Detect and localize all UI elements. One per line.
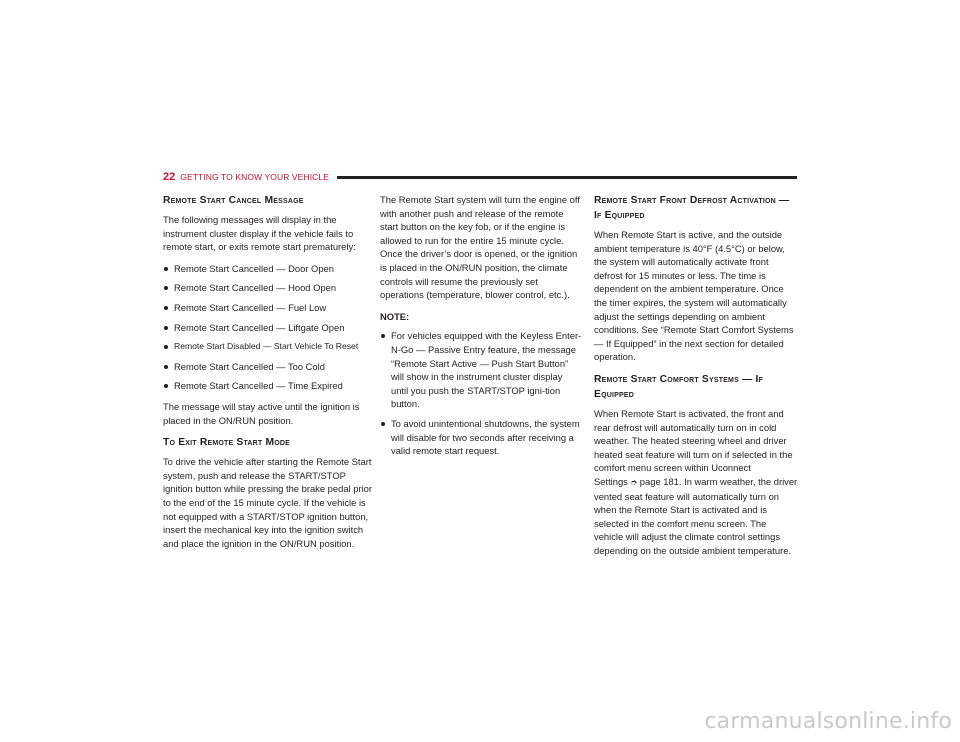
- paragraph-comfort-systems: [594, 407, 798, 558]
- column-left: [163, 193, 373, 558]
- list-item: Remote Start Disabled — Start Vehicle To Reset: [163, 340, 373, 354]
- paragraph-cancel-intro: The following messages will display in the instrument cluster display if the vehicle fails to remote start, or exits remote start prematurely:: [163, 214, 356, 253]
- paragraph-turn-off: The Remote Start system will turn the engine off with another push and release of the remote start button on the key fob, or if the engine is allowed to run for the entire 15 minute cycle. Once the driver’s door is opened, or the ignition is placed in the ON/RUN position, the climate controls will resume the previously set operations (temperature, blower control, etc.).: [380, 194, 580, 301]
- paragraph-front-defrost: When Remote Start is active, and the outside ambient temperature is 40°F (4.5°C) or below, the system will automatically activate front defrost for 15 minutes or less. The time is dependent on the ambient temperature. Once the timer expires, the system will automatically adjust the settings depending on ambient conditions. See “Remote Start Comfort Systems — If Equipped” in the next section for detailed operation.: [594, 229, 794, 363]
- list-item: Remote Start Cancelled — Fuel Low: [163, 301, 373, 315]
- section-title: GETTING TO KNOW YOUR VEHICLE: [180, 172, 329, 182]
- heading-front-defrost: Remote Start Front Defrost Activation — If Equipped: [594, 195, 790, 221]
- list-item: Remote Start Cancelled — Door Open: [163, 262, 373, 276]
- list-item: Remote Start Cancelled — Hood Open: [163, 281, 373, 295]
- page-reference-arrow-icon: ➮: [630, 477, 638, 487]
- page-number: 22: [163, 171, 176, 183]
- list-item: To avoid unintentional shutdowns, the system will disable for two seconds after receiving a valid remote start request.: [380, 417, 582, 458]
- paragraph-exit: To drive the vehicle after starting the Remote Start system, push and release the START/STOP ignition button while pressing the brake pedal prior to the end of the 15 minute cycle. If the vehicle is not equipped with a START/STOP ignition button, insert the mechanical key into the ignition switch and place the ignition in the ON/RUN position.: [163, 456, 372, 549]
- paragraph-message-active: The message will stay active until the ignition is placed in the ON/RUN position.: [163, 400, 360, 426]
- note-label: NOTE:: [380, 310, 410, 322]
- watermark: carmanualsonline.info: [704, 709, 952, 734]
- list-item: Remote Start Cancelled — Liftgate Open: [163, 321, 373, 335]
- note-list: [380, 329, 582, 457]
- list-item: Remote Start Cancelled — Time Expired: [163, 379, 373, 393]
- column-right: [594, 193, 798, 565]
- cancel-message-list: [163, 262, 373, 393]
- column-middle: [380, 193, 582, 465]
- page-header: [163, 170, 797, 184]
- heading-comfort-systems: Remote Start Comfort Systems — If Equipped: [594, 373, 764, 400]
- heading-cancel-message: Remote Start Cancel Message: [163, 195, 304, 206]
- comfort-text-before: When Remote Start is activated, the front and rear defrost will automatically turn on in cold weather. The heated steering wheel and driver heated seat feature will turn on if selected in the comfort menu screen within Uconnect Settings: [594, 407, 793, 487]
- comfort-text-after: page 181. In warm weather, the driver vented seat feature will automatically turn on when the Remote Start is activated and is selected in the comfort menu screen. The vehicle will adjust the climate control settings depending on the outside ambient temperature.: [594, 475, 798, 556]
- list-item: For vehicles equipped with the Keyless Enter-N-Go — Passive Entry feature, the message “Remote Start Active — Push Start Button” will show in the instrument cluster display until you push the START/STOP igni-tion button.: [380, 329, 582, 411]
- list-item: Remote Start Cancelled — Too Cold: [163, 360, 373, 374]
- header-rule: [337, 176, 797, 179]
- heading-exit-remote-start: To Exit Remote Start Mode: [163, 437, 291, 449]
